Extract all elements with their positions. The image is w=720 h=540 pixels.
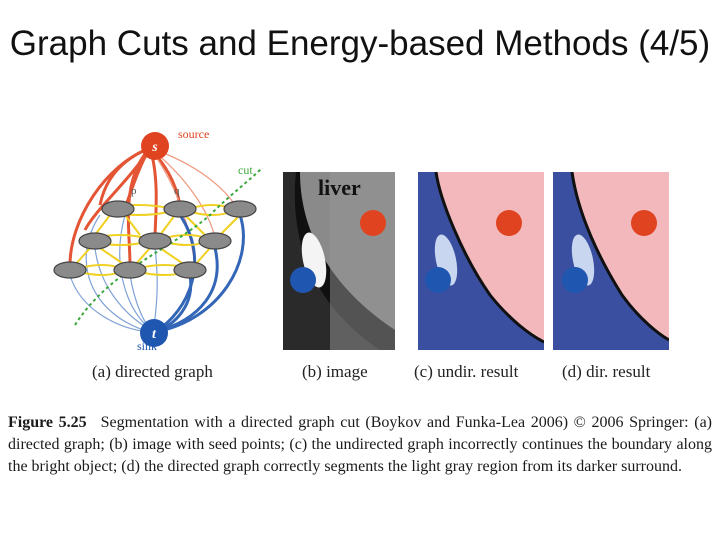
organ-label: liver <box>318 175 361 200</box>
sink-label: sink <box>137 339 158 353</box>
pixel-node <box>174 262 206 278</box>
pixel-node-q <box>164 201 196 217</box>
source-label: source <box>178 127 210 141</box>
node-q-label: q <box>174 185 180 197</box>
pixel-node-p <box>102 201 134 217</box>
cut-label: cut <box>238 163 253 177</box>
panel-label-a: (a) directed graph <box>92 362 213 381</box>
pixel-node <box>199 233 231 249</box>
panel-label-c: (c) undir. result <box>414 362 519 381</box>
figure-number: Figure 5.25 <box>8 414 87 431</box>
figure-caption <box>8 412 712 478</box>
background-seed <box>290 267 316 293</box>
pixel-node <box>114 262 146 278</box>
undirected-result-panel <box>418 172 544 350</box>
figure-illustration <box>0 120 720 395</box>
directed-result-panel <box>553 172 669 350</box>
caption-text: Segmentation with a directed graph cut (Boykov and Funka-Lea 2006) © 2006 Springer: (a) directed graph; (b) image with seed points; (c) the undirected graph incorrectly continues the boundary along the bright object; (d) the directed graph correctly segments the light gray region from its darker surround. <box>8 414 712 475</box>
svg-text:t: t <box>152 327 156 342</box>
pixel-node <box>224 201 256 217</box>
pixel-node <box>139 233 171 249</box>
panel-label-b: (b) image <box>302 362 368 381</box>
node-p-label: p <box>131 185 137 197</box>
directed-graph-diagram <box>54 127 262 353</box>
panel-label-d: (d) dir. result <box>562 362 651 381</box>
liver-image-panel <box>283 172 395 350</box>
pixel-node <box>54 262 86 278</box>
slide-title: Graph Cuts and Energy-based Methods (4/5) <box>9 24 711 63</box>
svg-text:s: s <box>152 140 158 155</box>
pixel-node <box>79 233 111 249</box>
foreground-seed <box>360 210 386 236</box>
